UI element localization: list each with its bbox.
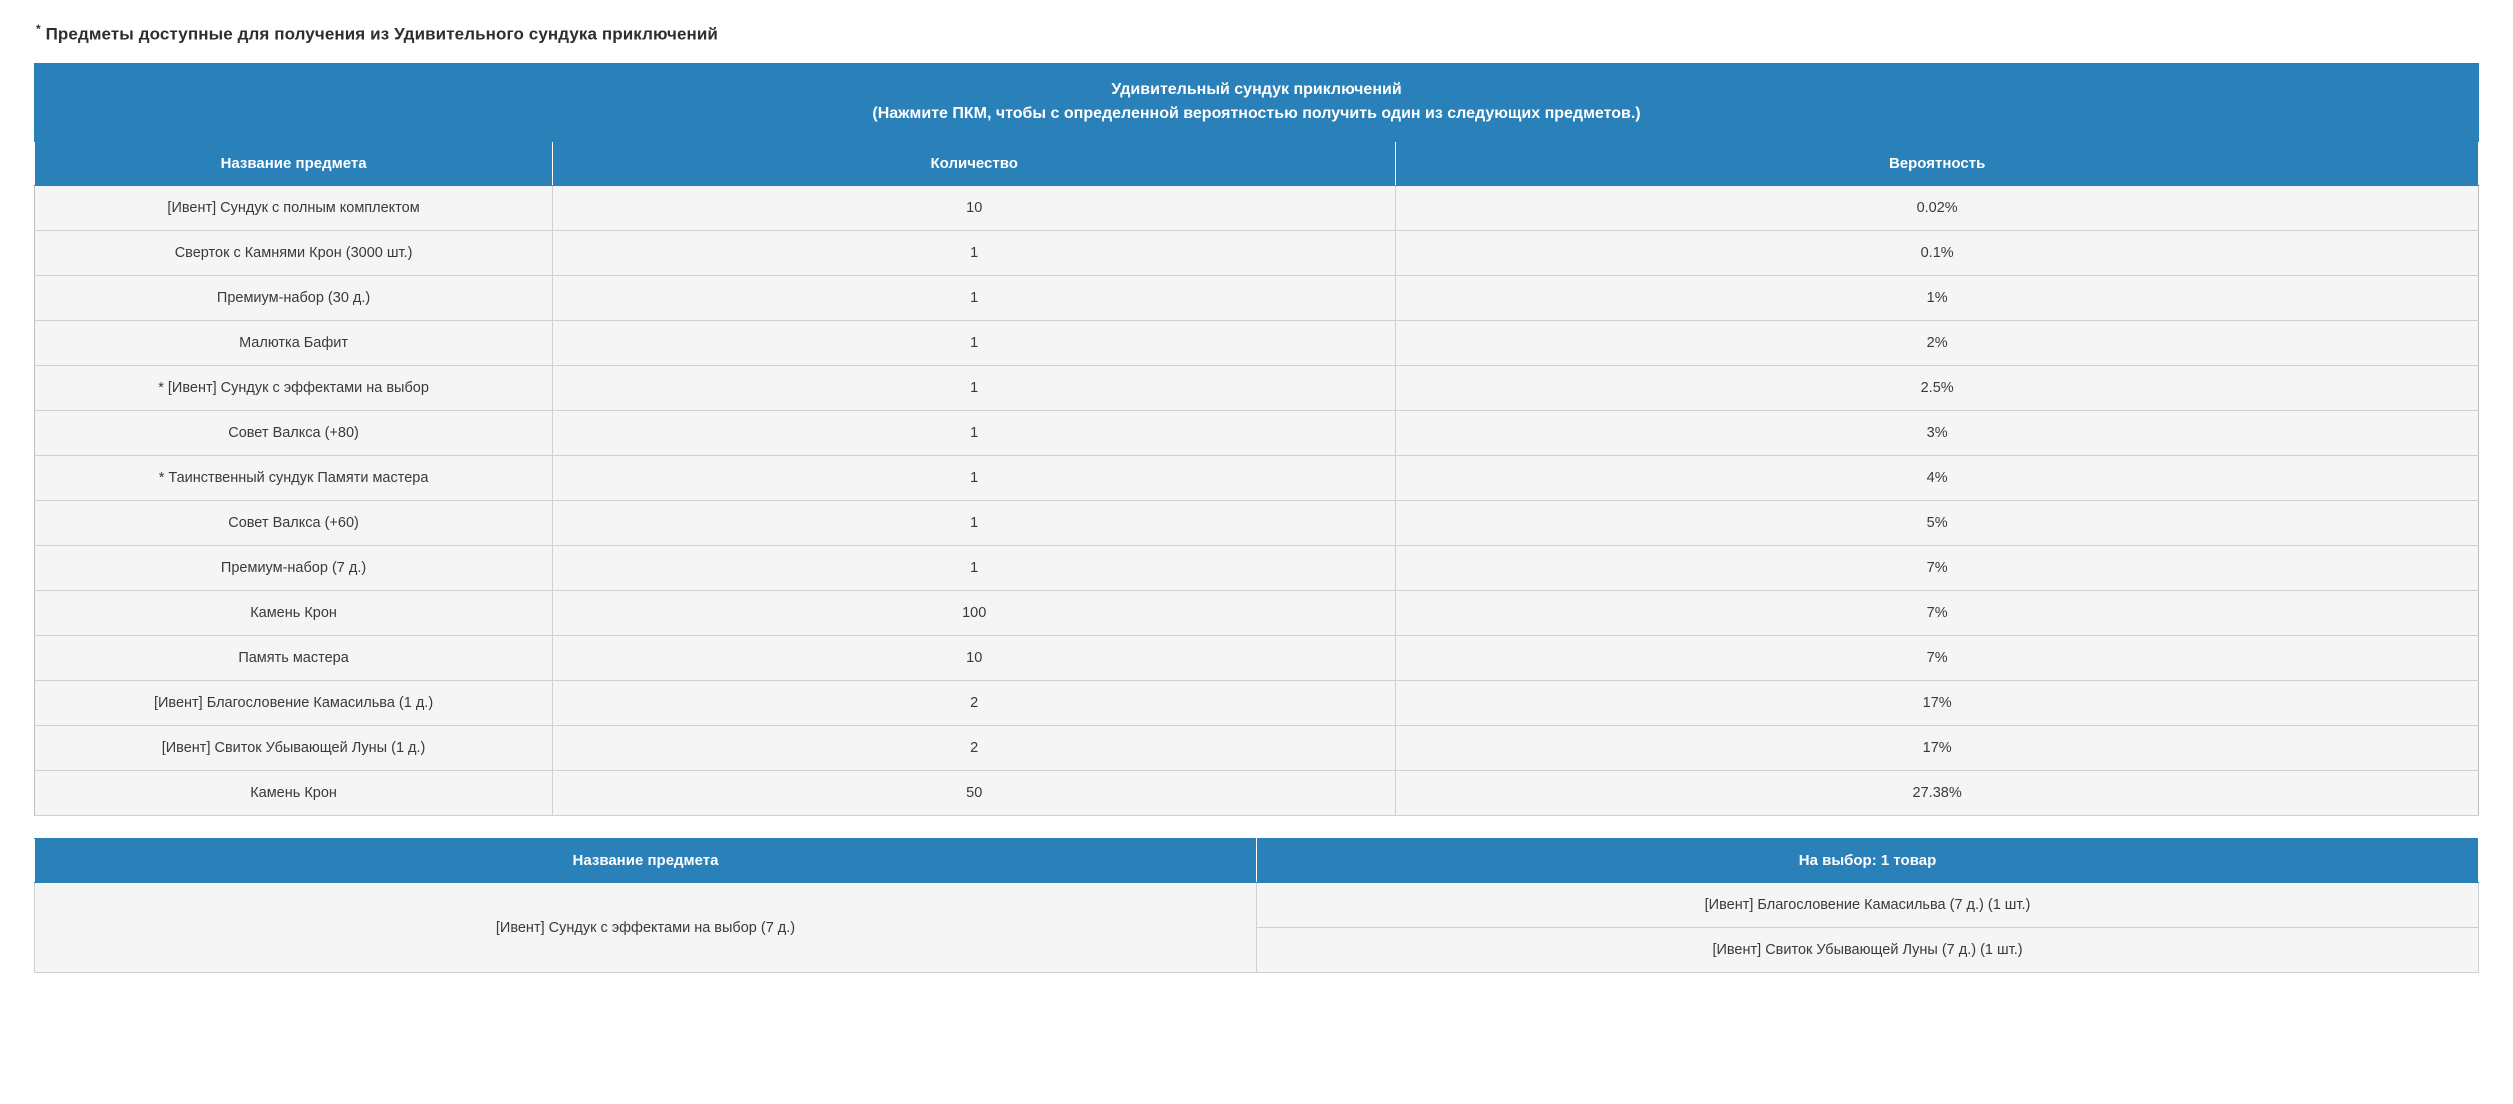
choice-table [34,838,2479,973]
cell-item-chance: 7% [1396,546,2479,591]
table-title-line2: (Нажмите ПКМ, чтобы с определенной вероятностью получить один из следующих предметов.) [872,105,1641,123]
cell-item-name: [Ивент] Сундук с полным комплектом [35,186,553,231]
cell-item-chance: 27.38% [1396,771,2479,816]
cell-item-name: Камень Крон [35,591,553,636]
table-row [35,321,2479,366]
cell-item-quantity: 50 [553,771,1396,816]
table-row [35,883,2479,928]
table-title-row [35,63,2479,142]
cell-item-chance: 0.02% [1396,186,2479,231]
cell-item-name: Камень Крон [35,771,553,816]
cell-item-chance: 7% [1396,636,2479,681]
table-row [35,276,2479,321]
cell-item-quantity: 10 [553,636,1396,681]
table-title-line1: Удивительный сундук приключений [1111,80,1402,98]
note-text: Предметы доступные для получения из Удивительного сундука приключений [45,24,718,44]
table-row [35,501,2479,546]
table-header-row [35,142,2479,186]
table-row [35,546,2479,591]
cell-item-chance: 7% [1396,591,2479,636]
cell-item-name: Память мастера [35,636,553,681]
choice-column-header-choice: На выбор: 1 товар [1257,839,2479,883]
cell-item-quantity: 2 [553,681,1396,726]
cell-item-chance: 0.1% [1396,231,2479,276]
cell-item-quantity: 1 [553,231,1396,276]
column-header-quantity: Количество [553,142,1396,186]
table-row [35,726,2479,771]
cell-item-name: Совет Валкса (+80) [35,411,553,456]
choice-table-body [35,883,2479,973]
cell-item-name: * Таинственный сундук Памяти мастера [35,456,553,501]
cell-item-name: Совет Валкса (+60) [35,501,553,546]
loot-table [34,63,2479,817]
table-row [35,636,2479,681]
choice-header-row [35,839,2479,883]
choice-column-header-name: Название предмета [35,839,1257,883]
table-row [35,231,2479,276]
table-row [35,366,2479,411]
note-asterisk: * [36,22,41,36]
cell-item-chance: 17% [1396,726,2479,771]
cell-item-quantity: 2 [553,726,1396,771]
column-header-chance: Вероятность [1396,142,2479,186]
cell-item-chance: 3% [1396,411,2479,456]
table-row [35,186,2479,231]
cell-item-chance: 2% [1396,321,2479,366]
table-row [35,591,2479,636]
cell-item-chance: 2.5% [1396,366,2479,411]
table-title [35,63,2479,142]
cell-item-name: Сверток с Камнями Крон (3000 шт.) [35,231,553,276]
cell-item-name: * [Ивент] Сундук с эффектами на выбор [35,366,553,411]
table-row [35,411,2479,456]
cell-item-chance: 4% [1396,456,2479,501]
cell-item-quantity: 1 [553,456,1396,501]
cell-item-quantity: 100 [553,591,1396,636]
cell-item-quantity: 10 [553,186,1396,231]
cell-item-name: Малютка Бафит [35,321,553,366]
cell-item-quantity: 1 [553,276,1396,321]
cell-choice-item-name: [Ивент] Сундук с эффектами на выбор (7 д.) [35,883,1257,973]
table-row [35,771,2479,816]
cell-item-chance: 17% [1396,681,2479,726]
cell-item-chance: 1% [1396,276,2479,321]
table-spacer [34,816,2479,838]
cell-item-quantity: 1 [553,411,1396,456]
cell-item-quantity: 1 [553,546,1396,591]
table-row [35,456,2479,501]
cell-item-quantity: 1 [553,321,1396,366]
loot-table-body [35,186,2479,816]
cell-item-name: Премиум-набор (7 д.) [35,546,553,591]
page-note [36,22,2479,45]
table-row [35,681,2479,726]
cell-item-name: [Ивент] Благословение Камасильва (1 д.) [35,681,553,726]
cell-item-quantity: 1 [553,366,1396,411]
cell-item-chance: 5% [1396,501,2479,546]
column-header-name: Название предмета [35,142,553,186]
cell-item-name: [Ивент] Свиток Убывающей Луны (1 д.) [35,726,553,771]
cell-choice-option: [Ивент] Свиток Убывающей Луны (7 д.) (1 шт.) [1257,928,2479,973]
cell-choice-option: [Ивент] Благословение Камасильва (7 д.) (1 шт.) [1257,883,2479,928]
cell-item-name: Премиум-набор (30 д.) [35,276,553,321]
cell-item-quantity: 1 [553,501,1396,546]
